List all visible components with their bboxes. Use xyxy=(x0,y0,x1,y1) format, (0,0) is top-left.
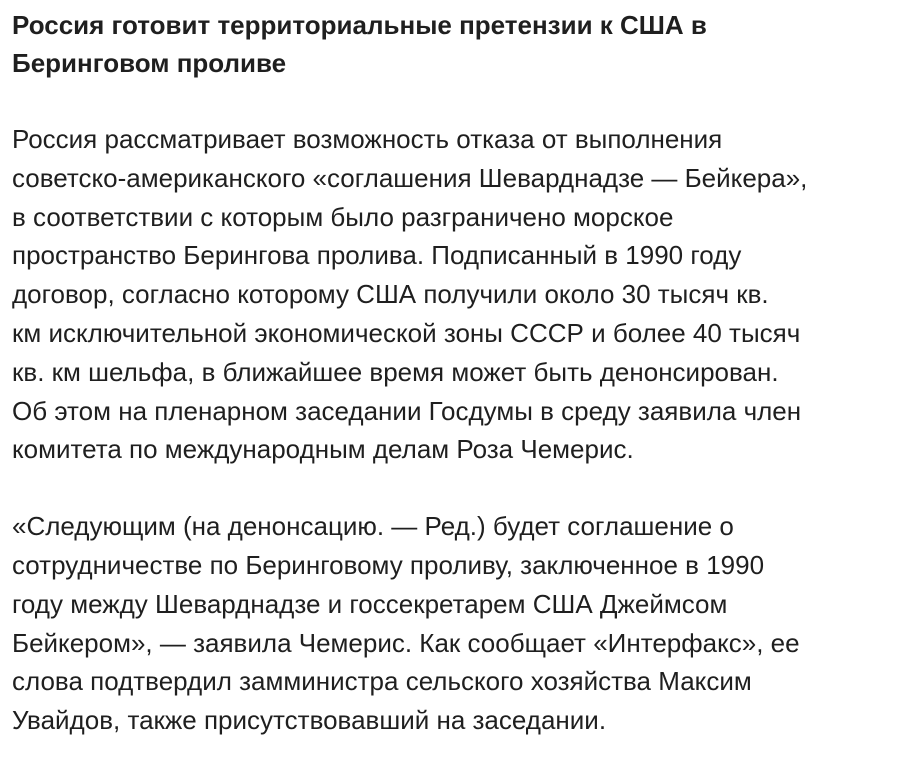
text-line: пространство Берингова пролива. Подписанный в 1990 году xyxy=(12,240,742,271)
text-line: слова подтвердил замминистра сельского хозяйства Максим xyxy=(12,666,752,697)
text-line: км исключительной экономической зоны СССР и более 40 тысяч xyxy=(12,317,801,348)
title-line: Беринговом проливе xyxy=(12,48,287,78)
paragraph-spacer xyxy=(12,469,904,507)
post-title xyxy=(12,6,904,82)
text-line: году между Шеварднадзе и госсекретарем США Джеймсом xyxy=(12,588,728,619)
paragraph-2 xyxy=(12,507,904,740)
text-line: «Следующим (на денонсацию. — Ред.) будет соглашение о xyxy=(12,511,734,542)
text-line: Увайдов, также присутствовавший на заседании. xyxy=(12,705,607,736)
text-line: Россия рассматривает возможность отказа от выполнения xyxy=(12,124,723,154)
text-line: кв. км шельфа, в ближайшее время может быть денонсирован. xyxy=(12,356,779,387)
text-line: в соответствии с которым было разграничено морское xyxy=(12,201,674,232)
paragraph-1 xyxy=(12,120,904,469)
text-line: сотрудничестве по Беринговому проливу, заключенное в 1990 xyxy=(12,549,765,580)
news-post xyxy=(12,6,904,740)
text-line: договор, согласно которому США получили около 30 тысяч кв. xyxy=(12,279,769,310)
title-line: Россия готовит территориальные претензии к США в xyxy=(12,10,707,40)
text-line: комитета по международным делам Роза Чемерис. xyxy=(12,434,634,465)
text-line: Бейкером», — заявила Чемерис. Как сообщает «Интерфакс», ее xyxy=(12,627,800,658)
paragraph-spacer xyxy=(12,82,904,120)
text-line: Об этом на пленарном заседании Госдумы в среду заявила член xyxy=(12,395,802,426)
text-line: советско-американского «соглашения Шеварднадзе — Бейкера», xyxy=(12,162,808,193)
